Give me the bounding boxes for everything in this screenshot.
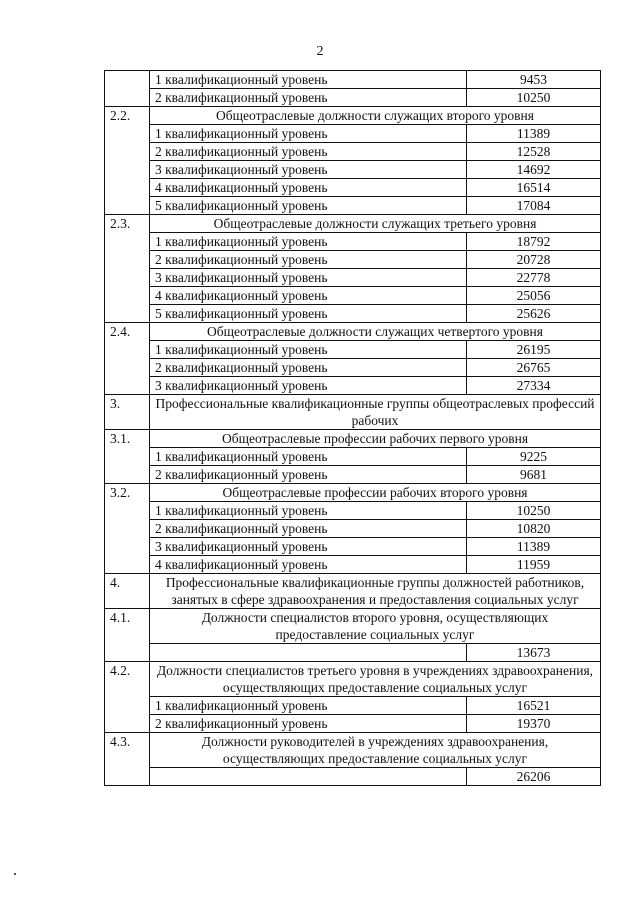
group-title: Общеотраслевые профессии рабочих первого уровня bbox=[150, 430, 601, 448]
group-title: Общеотраслевые должности служащих четвертого уровня bbox=[150, 323, 601, 341]
row-number-cell bbox=[105, 71, 150, 107]
level-name bbox=[150, 644, 467, 662]
table-row-level bbox=[105, 341, 601, 359]
level-name: 5 квалификационный уровень bbox=[150, 197, 467, 215]
table-row-level bbox=[105, 197, 601, 215]
group-title: Общеотраслевые должности служащих третьего уровня bbox=[150, 215, 601, 233]
level-name: 2 квалификационный уровень bbox=[150, 715, 467, 733]
scan-speck bbox=[14, 873, 16, 875]
level-salary: 11389 bbox=[467, 538, 601, 556]
group-title: Общеотраслевые должности служащих второго уровня bbox=[150, 107, 601, 125]
table-row-group bbox=[105, 484, 601, 502]
table-row-level bbox=[105, 448, 601, 466]
level-name: 3 квалификационный уровень bbox=[150, 161, 467, 179]
row-number: 3.1. bbox=[105, 430, 150, 484]
level-name: 2 квалификационный уровень bbox=[150, 466, 467, 484]
level-name: 1 квалификационный уровень bbox=[150, 697, 467, 715]
table-row-level bbox=[105, 233, 601, 251]
table-row-group bbox=[105, 733, 601, 768]
level-salary: 14692 bbox=[467, 161, 601, 179]
level-salary: 20728 bbox=[467, 251, 601, 269]
table-row-group bbox=[105, 662, 601, 697]
level-salary: 25626 bbox=[467, 305, 601, 323]
row-number: 4.2. bbox=[105, 662, 150, 733]
table-row-level bbox=[105, 71, 601, 89]
level-name: 4 квалификационный уровень bbox=[150, 179, 467, 197]
level-salary: 19370 bbox=[467, 715, 601, 733]
level-salary: 9453 bbox=[467, 71, 601, 89]
level-salary: 12528 bbox=[467, 143, 601, 161]
table-row-level bbox=[105, 466, 601, 484]
table-row-level bbox=[105, 359, 601, 377]
level-name: 1 квалификационный уровень bbox=[150, 233, 467, 251]
group-title: Должности руководителей в учреждениях здравоохранения, осуществляющих предоставление социальных услуг bbox=[150, 733, 601, 768]
level-salary: 26206 bbox=[467, 768, 601, 786]
table-row-level bbox=[105, 556, 601, 574]
table-row-level bbox=[105, 305, 601, 323]
section-title: Профессиональные квалификационные группы должностей работников, занятых в сфере здравоохранения и предоставления социальных услуг bbox=[150, 574, 601, 609]
page-number: 2 bbox=[316, 44, 324, 59]
level-name: 2 квалификационный уровень bbox=[150, 251, 467, 269]
salary-table bbox=[104, 70, 601, 786]
table-row-level bbox=[105, 251, 601, 269]
level-salary: 10820 bbox=[467, 520, 601, 538]
table-row-level bbox=[105, 768, 601, 786]
level-salary: 26765 bbox=[467, 359, 601, 377]
table-row-level bbox=[105, 89, 601, 107]
row-number: 4.1. bbox=[105, 609, 150, 662]
level-salary: 10250 bbox=[467, 502, 601, 520]
level-name: 5 квалификационный уровень bbox=[150, 305, 467, 323]
level-salary: 11959 bbox=[467, 556, 601, 574]
table-row-level bbox=[105, 179, 601, 197]
level-salary: 22778 bbox=[467, 269, 601, 287]
table-row-section bbox=[105, 574, 601, 609]
table-row-level bbox=[105, 161, 601, 179]
table-row-level bbox=[105, 125, 601, 143]
table-row-group bbox=[105, 609, 601, 644]
salary-table-body bbox=[105, 71, 601, 786]
level-salary: 16514 bbox=[467, 179, 601, 197]
section-title: Профессиональные квалификационные группы общеотраслевых профессий рабочих bbox=[150, 395, 601, 430]
level-salary: 25056 bbox=[467, 287, 601, 305]
level-name: 3 квалификационный уровень bbox=[150, 269, 467, 287]
row-number: 3. bbox=[105, 395, 150, 430]
row-number: 2.4. bbox=[105, 323, 150, 395]
level-salary: 16521 bbox=[467, 697, 601, 715]
table-row-section bbox=[105, 395, 601, 430]
level-name: 3 квалификационный уровень bbox=[150, 538, 467, 556]
table-row-group bbox=[105, 323, 601, 341]
level-name: 2 квалификационный уровень bbox=[150, 89, 467, 107]
level-name: 1 квалификационный уровень bbox=[150, 502, 467, 520]
level-name bbox=[150, 768, 467, 786]
level-name: 3 квалификационный уровень bbox=[150, 377, 467, 395]
level-name: 4 квалификационный уровень bbox=[150, 556, 467, 574]
group-title: Должности специалистов второго уровня, осуществляющих предоставление социальных услуг bbox=[150, 609, 601, 644]
level-salary: 26195 bbox=[467, 341, 601, 359]
level-salary: 11389 bbox=[467, 125, 601, 143]
table-row-level bbox=[105, 269, 601, 287]
table-row-level bbox=[105, 377, 601, 395]
level-salary: 9225 bbox=[467, 448, 601, 466]
group-title: Общеотраслевые профессии рабочих второго уровня bbox=[150, 484, 601, 502]
level-salary: 17084 bbox=[467, 197, 601, 215]
row-number: 3.2. bbox=[105, 484, 150, 574]
group-title: Должности специалистов третьего уровня в учреждениях здравоохранения, осуществляющих предоставление социальных услуг bbox=[150, 662, 601, 697]
level-name: 4 квалификационный уровень bbox=[150, 287, 467, 305]
level-name: 1 квалификационный уровень bbox=[150, 125, 467, 143]
table-row-level bbox=[105, 697, 601, 715]
level-name: 1 квалификационный уровень bbox=[150, 448, 467, 466]
table-row-level bbox=[105, 143, 601, 161]
table-row-level bbox=[105, 644, 601, 662]
level-name: 2 квалификационный уровень bbox=[150, 143, 467, 161]
level-salary: 10250 bbox=[467, 89, 601, 107]
table-row-level bbox=[105, 502, 601, 520]
table-row-level bbox=[105, 538, 601, 556]
level-salary: 27334 bbox=[467, 377, 601, 395]
table-row-level bbox=[105, 715, 601, 733]
row-number: 4.3. bbox=[105, 733, 150, 786]
level-salary: 13673 bbox=[467, 644, 601, 662]
row-number: 2.3. bbox=[105, 215, 150, 323]
table-row-level bbox=[105, 520, 601, 538]
level-name: 1 квалификационный уровень bbox=[150, 341, 467, 359]
level-name: 2 квалификационный уровень bbox=[150, 359, 467, 377]
row-number: 4. bbox=[105, 574, 150, 609]
level-name: 2 квалификационный уровень bbox=[150, 520, 467, 538]
level-salary: 18792 bbox=[467, 233, 601, 251]
level-salary: 9681 bbox=[467, 466, 601, 484]
level-name: 1 квалификационный уровень bbox=[150, 71, 467, 89]
row-number: 2.2. bbox=[105, 107, 150, 215]
table-row-group bbox=[105, 215, 601, 233]
table-row-group bbox=[105, 430, 601, 448]
table-row-group bbox=[105, 107, 601, 125]
table-row-level bbox=[105, 287, 601, 305]
